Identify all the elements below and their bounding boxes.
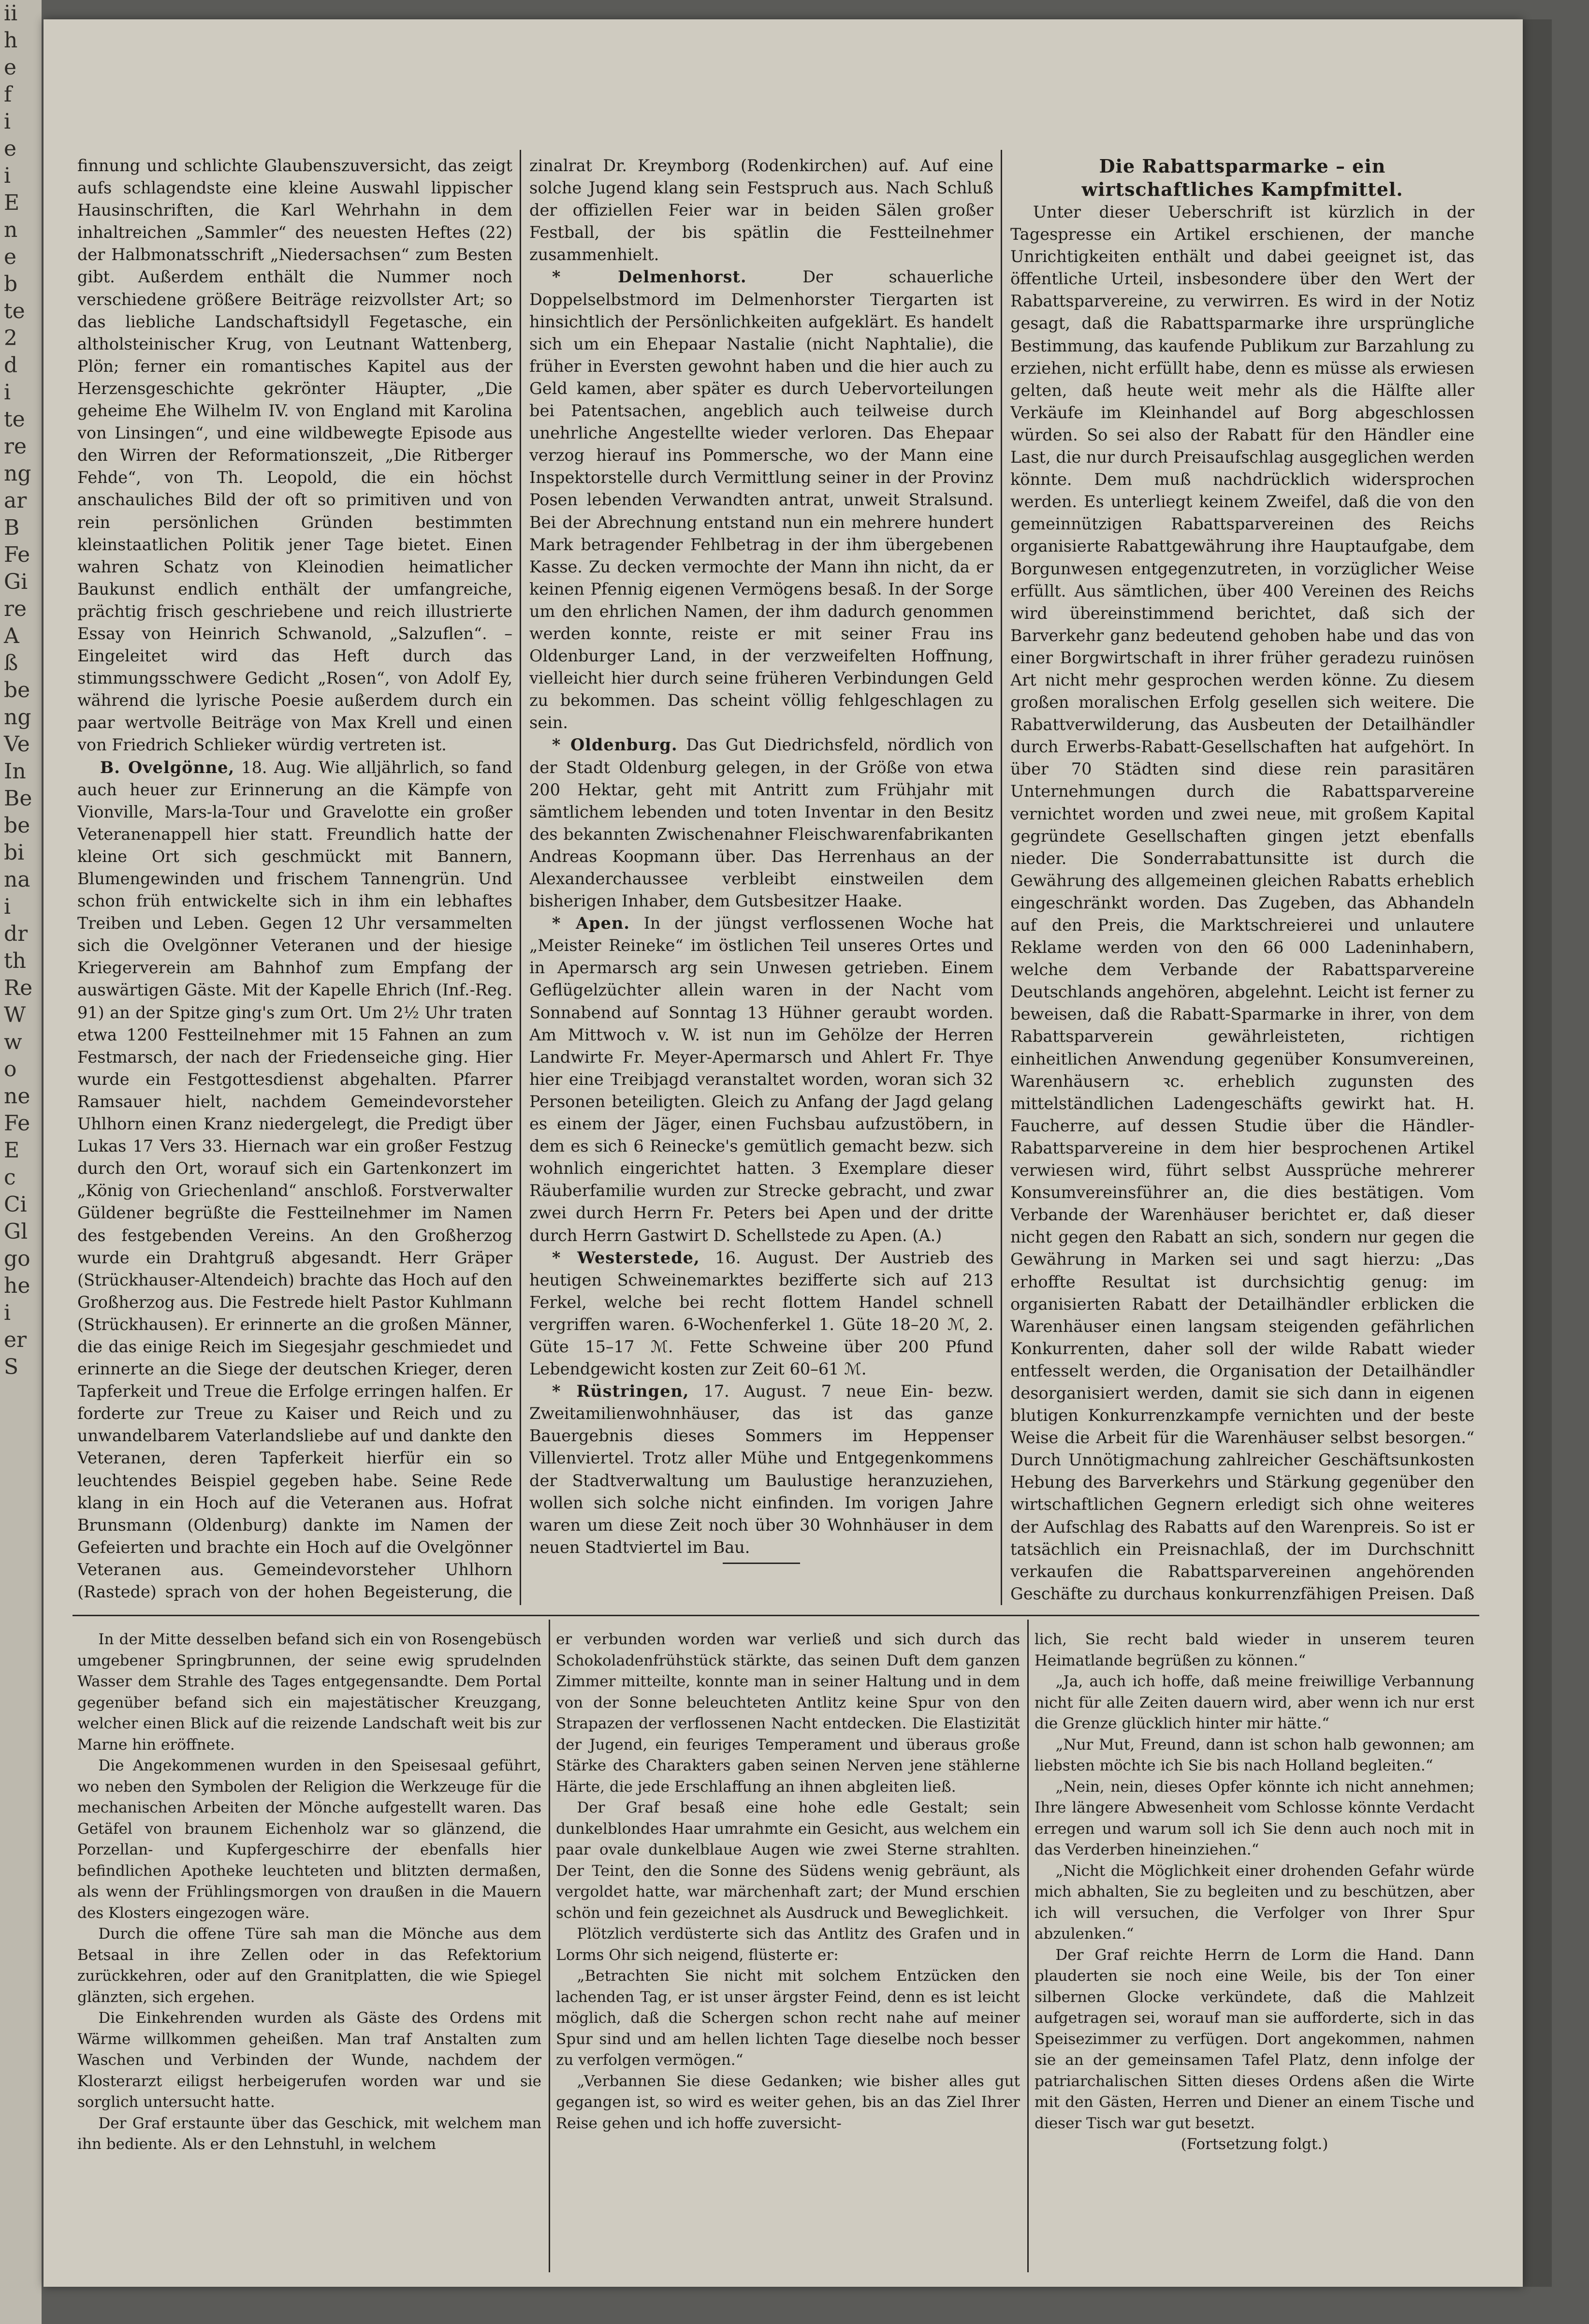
- previous-page-fragment: w: [4, 1030, 22, 1054]
- column-rule-4: [1027, 1620, 1029, 2272]
- previous-page-fragment: te: [4, 407, 25, 432]
- previous-page-fragment: Re: [4, 976, 33, 1000]
- article-delmenhorst: [529, 266, 993, 734]
- previous-page-fragment: ii: [4, 1, 18, 26]
- continuation-note: (Fortsetzung folgt.): [1181, 2135, 1328, 2153]
- feuilleton-paragraph: Der Graf besaß eine hohe edle Gestalt; sein dunkelblondes Haar umrahmte ein Gesicht, aus welchem ein paar ovale dunkelblaue Augen wie zwei Sterne strahlten. Der Teint, den die Sonne des Südens wenig gebräunt, als vergoldet hatte, war märchenhaft zart; der Mund erschien schön und fein gezeichnet als Ausdruck und Beweglichkeit.: [556, 1799, 1020, 1922]
- feuilleton-column-3: [1035, 1629, 1474, 2272]
- article-delmenhorst-text: Der schauerliche Doppelselbstmord im Delmenhorster Tiergarten ist hinsichtlich der Persönlichkeiten aufgeklärt. Es handelt sich um ein Ehepaar Nastalie (nicht Naphtalie), die früher in Eversten gewohnt haben und die hier auch zu Geld kamen, aber später es durch Uebervorteilungen bei Patentsachen, angeblich auch teilweise durch unehrliche Angestellte wieder verloren. Das Ehepaar verzog hierauf ins Pommersche, wo der Mann eine Inspektorstelle durch Vermittlung seiner in der Provinz Posen lebenden Verwandten antrat, unweit Stralsund. Bei der Abrechnung entstand nun ein mehrere hundert Mark betragender Fehlbetrag in der ihm übergebenen Kasse. Zu decken vermochte der Mann ihn nicht, da er keinen Pfennig eigenen Vermögens besaß. In der Sorge um den ehrlichen Namen, der ihm dadurch genommen werden konnte, reiste er mit seiner Frau ins Oldenburger Land, in der verzweifelten Hoffnung, vielleicht hier durch seine früheren Verbindungen Geld zu bekommen. Das scheint völlig fehlgeschlagen zu sein.: [529, 267, 993, 732]
- previous-page-fragment: c: [4, 1165, 16, 1190]
- previous-page-fragment: ar: [4, 488, 27, 513]
- newspaper-page: [44, 19, 1523, 2287]
- article-ovelgoenne: [77, 757, 512, 1605]
- previous-page-fragment: B: [4, 515, 20, 540]
- previous-page-fragment: W: [4, 1003, 26, 1027]
- previous-page-fragment: i: [4, 109, 11, 134]
- previous-page-fragment: i: [4, 894, 11, 919]
- previous-page-fragment: re: [4, 434, 27, 459]
- article-end-rule: [723, 1563, 800, 1564]
- feuilleton-paragraph: Die Angekommenen wurden in den Speisesaal geführt, wo neben den Symbolen der Religion die Werkzeuge für die mechanischen Arbeiten der Mönche aufgestellt waren. Das Getäfel von braunem Eichenholz war so glänzend, die Porzellan- und Kupfergeschirre der ebenfalls hier befindlichen Apotheke leuchteten und blitzten dermaßen, als wenn der Frühlingsmorgen von draußen in die Mauern des Klosters eingezogen wäre.: [77, 1757, 541, 1922]
- date-westerstede: 16. August.: [715, 1248, 819, 1267]
- upper-column-1: [77, 155, 512, 1605]
- article-apen-text: In der jüngst verflossenen Woche hat „Meister Reineke“ im östlichen Teil unseres Ortes und in Apermarsch arg sein Unwesen getrieben. Einem Geflügelzüchter allein waren in der Nacht vom Sonnabend auf Sonntag 13 Hühner geraubt worden. Am Mittwoch v. W. ist nun im Gehölze der Herren Landwirte Fr. Meyer-Apermarsch und Ahlert Fr. Thye hier eine Treibjagd veranstaltet worden, woran sich 32 Personen beteiligten. Gleich zu Anfang der Jagd gelang es einem der Jäger, einen Fuchsbau aufzustöbern, in dem es sich 6 Reinecke's gemütlich gemacht bezw. sich wohnlich eingerichtet hatten. 3 Exemplare dieser Räuberfamilie wurden zur Strecke gebracht, und zwar zwei durch Herrn Fr. Peters bei Apen und der dritte durch Herrn Gastwirt D. Schellstede zu Apen. (A.): [529, 914, 993, 1245]
- feuilleton-paragraph: Die Einkehrenden wurden als Gäste des Ordens mit Wärme willkommen geheißen. Man traf Anstalten zum Waschen und Verbinden der Wunde, nachdem der Klosterarzt eiligst herbeigerufen worden war und sie sorglich untersucht hatte.: [77, 2009, 541, 2111]
- feuilleton-column-2: [556, 1629, 1020, 2272]
- rabattsparmarke-headline: Die Rabattsparmarke – ein wirtschaftliches Kampfmittel.: [1081, 155, 1403, 200]
- previous-page-fragment: E: [4, 190, 20, 215]
- date-ruestringen: 17. August.: [703, 1382, 807, 1401]
- previous-page-fragment: o: [4, 1057, 17, 1082]
- previous-page-fragment: i: [4, 163, 11, 188]
- previous-page-fragment: Gi: [4, 570, 28, 594]
- previous-page-fragment: re: [4, 597, 27, 621]
- previous-page-fragment: be: [4, 813, 30, 838]
- feuilleton-paragraph: „Nicht die Möglichkeit einer drohenden Gefahr würde mich abhalten, Sie zu begleiten und zu beschützen, aber ich will versuchen, die Verfolger von Ihrer Spur abzulenken.“: [1035, 1862, 1474, 1943]
- previous-page-fragment: i: [4, 1301, 11, 1325]
- previous-page-fragment: th: [4, 949, 27, 973]
- column-rule-2: [1001, 150, 1002, 1605]
- previous-page-fragment: ne: [4, 1084, 30, 1109]
- previous-page-fragment: n: [4, 218, 18, 242]
- article-ruestringen-text: 7 neue Ein- bezw. Zweitamilienwohnhäuser, das ist das ganze Bauergebnis dieses Sommers im Heppenser Villenviertel. Trotz aller Mühe und Entgegenkommens der Stadtverwaltung um Baulustige heranzuziehen, wollen sich solche nicht einfinden. Im vorigen Jahre waren um diese Zeit noch über 30 Wohnhäuser in dem neuen Stadtviertel im Bau.: [529, 1382, 993, 1557]
- scanner-edge: [1523, 19, 1552, 2287]
- feuilleton-paragraph: er verbunden worden war verließ und sich durch das Schokoladenfrühstück stärkte, das seinen Duft dem ganzen Zimmer mitteilte, konnte man in seiner Haltung und in dem von der Sonne beleuchteten Antlitz keine Spur von den Strapazen der verflossenen Nacht entdecken. Die Elastizität der Jugend, ein feuriges Temperament und überaus große Stärke des Charakters gaben seinen Nerven jene stählerne Härte, die jede Erschlaffung an ihnen abgleiten ließ.: [556, 1631, 1020, 1796]
- feuilleton-paragraph: „Ja, auch ich hoffe, daß meine freiwillige Verbannung nicht für alle Zeiten dauern wird, aber wenn ich nur erst die Grenze glücklich hinter mir hätte.“: [1035, 1673, 1474, 1732]
- feuilleton-column-1: [77, 1629, 541, 2272]
- previous-page-fragment: na: [4, 867, 30, 892]
- feuilleton-paragraph: Durch die offene Türe sah man die Mönche aus dem Betsaal in ihre Zellen oder in das Refektorium zurückkehren, oder auf den Granitplatten, die wie Spiegel glänzten, sich ergehen.: [77, 1925, 541, 2006]
- previous-page-fragment: ß: [4, 651, 18, 675]
- previous-page-fragment: he: [4, 1273, 30, 1298]
- previous-page-fragment: ng: [4, 705, 31, 730]
- feuilleton-paragraph: „Betrachten Sie nicht mit solchem Entzücken den lachenden Tag, er ist unser ärgster Feind, denn es ist leicht möglich, daß die Schergen schon recht nahe auf meiner Spur sind und am hellen lichten Tage dieselbe noch besser zu verfolgen vermögen.“: [556, 1967, 1020, 2069]
- previous-page-fragment: e: [4, 136, 17, 161]
- section-divider: [73, 1615, 1479, 1616]
- feuilleton-paragraph: Plötzlich verdüsterte sich das Antlitz des Grafen und in Lorms Ohr sich neigend, flüsterte er:: [556, 1925, 1020, 1964]
- upper-column-2: [529, 155, 993, 1605]
- dateline-ovelgoenne: B. Ovelgönne,: [100, 758, 235, 777]
- feuilleton-paragraph: Der Graf reichte Herrn de Lorm die Hand. Dann plauderten sie noch eine Weile, bis der Ton einer silbernen Glocke verkündete, daß die Mahlzeit aufgetragen sei, worauf man sie aufforderte, sich in das Speisezimmer zu verfügen. Dort angekommen, nahmen sie an der gemeinsamen Tafel Platz, denn infolge der patriarchalischen Sitten dieses Ordens aßen die Wirte mit den Gästen, Herren und Diener an einem Tische und dieser Tisch war gut besetzt.: [1035, 1946, 1474, 2132]
- dateline-ruestringen: * Rüstringen,: [552, 1382, 689, 1401]
- feuilleton-paragraph: In der Mitte desselben befand sich ein von Rosengebüsch umgebener Springbrunnen, der seine ewig sprudelnden Wasser dem Strahle des Tages entgegensandte. Dem Portal gegenüber befand sich ein majestätischer Kreuzgang, welcher einen Blick auf die reizende Landschaft weit bis zur Marne hin eröffnete.: [77, 1631, 541, 1754]
- previous-page-fragment: ng: [4, 461, 31, 486]
- previous-page-fragment: S: [4, 1355, 19, 1379]
- previous-page-fragment: Ci: [4, 1192, 27, 1217]
- feuilleton-paragraph: „Nur Mut, Freund, dann ist schon halb gewonnen; am liebsten möchte ich Sie bis nach Holland begleiten.“: [1035, 1736, 1474, 1774]
- feuilleton-paragraph: lich, Sie recht bald wieder in unserem teuren Heimatlande begrüßen zu können.“: [1035, 1631, 1474, 1669]
- article-rabattsparmarke: Unter dieser Ueberschrift ist kürzlich in der Tagespresse ein Artikel erschienen, der manche Unrichtigkeiten enthält und dabei geeignet ist, das öffentliche Urteil, insbesondere über den Wert der Rabattsparvereine, zu verwirren. Es wird in der Notiz gesagt, daß die Rabattsparmarke ihre ursprüngliche Bestimmung, das kaufende Publikum zur Barzahlung zu erziehen, nicht erfüllt habe, denn es müsse als erwiesen gelten, daß heute weit mehr als die Hälfte aller Verkäufe im Kleinhandel auf Borg abgeschlossen würden. So sei also der Rabatt für den Händler eine Last, die nur durch Preisaufschlag ausgeglichen werden könnte. Dem muß nachdrücklich widersprochen werden. Es unterliegt keinem Zweifel, daß die von den gemeinnützigen Rabattsparvereinen des Reichs organisierte Rabattgewährung ihre Hauptaufgabe, dem Borgunwesen entgegenzutreten, in vorzüglicher Weise erfüllt. Aus sämtlichen, über 400 Vereinen des Reichs wird übereinstimmend berichtet, daß sich der Barverkehr ganz bedeutend gehoben habe und das von einer Borgwirtschaft in ihrer früher geradezu ruinösen Art nicht mehr gesprochen werden könne. Zu diesem großen moralischen Erfolg gesellen sich weitere. Die Rabattverwilderung, das Ausbeuten der Detailhändler durch Erwerbs-Rabatt-Gesellschaften hat aufgehört. In über 70 Städten sind diese rein parasitären Unternehmungen durch die Rabattsparvereine vernichtet worden und zwei neue, mit großem Kapital gegründete Gesellschaften gingen jetzt ebenfalls nieder. Die Sonderrabattunsitte ist durch die Gewährung des allgemeinen gleichen Rabatts erheblich eingeschränkt worden. Das Zugeben, das Abhandeln auf den Preis, die Marktschreierei und unlautere Reklame werden von den 66 000 Ladeninhabern, welche dem Verbande der Rabattsparvereine Deutschlands angehören, abgelehnt. Leicht ist ferner zu beweisen, daß die Rabatt-Sparmarke in ihrer, von dem Rabattsparverein gewährleisteten, richtigen einheitlichen Anwendung gegenüber Konsumvereinen, Warenhäusern ꝛc. erheblich zugunsten des mittelständlichen Ladengeschäfts gewirkt hat. H. Faucherre, auf dessen Studie über die Händler-Rabattsparvereine in dem hier besprochenen Artikel verwiesen wird, führt selbst Aussprüche mehrerer Konsumvereinsführer an, die dies bestätigen. Vom Verbande der Warenhäuser berichtet er, daß dieser nicht gegen den Rabatt an sich, sondern nur gegen die Gewährung in Marken sei und sagt hierzu: „Das erhoffte Resultat ist durchsichtig genug: im organisierten Rabatt der Detailhändler erblicken die Warenhäuser einen langsam steigenden gefährlichen Konkurrenten, daher soll der wilde Rabatt wieder entfesselt werden, die Organisation der Detailhändler desorganisiert werden, damit sie sich dann in eigenen blutigen Konkurrenzkampfe vernichten und der beste Weise die Arbeit für die Warenhäuser selbst besorgen.“ Durch Unnötigmachung zahlreicher Geschäftsunkosten Hebung des Barverkehrs und Stärkung gegenüber den wirtschaftlichen Gegnern erledigt sich ohne weiteres der Aufschlag des Rabatts auf den Warenpreis. So ist er tatsächlich ein Preisnachlaß, der im Durchschnitt verkaufen die Rabattsparvereinen angehörenden Geschäfte zu durchaus konkurrenzfähigen Preisen. Daß: [1010, 203, 1474, 1603]
- previous-page-fragment: e: [4, 55, 17, 80]
- previous-page-fragment: Ve: [4, 732, 30, 757]
- previous-page-fragment: Fe: [4, 542, 30, 567]
- previous-page-fragment: 2: [4, 326, 17, 351]
- article-ovelgoenne-continuation: zinalrat Dr. Kreymborg (Rodenkirchen) auf. Auf eine solche Jugend klang sein Festspruch aus. Nach Schluß der offiziellen Feier war in beiden Sälen großer Festball, der bis spätlin die Festteilnehmer zusammenhielt.: [529, 156, 993, 264]
- article-ovelgoenne-text: Wie alljährlich, so fand auch heuer zur Erinnerung an die Kämpfe von Vionville, Mars-la-Tour und Gravelotte ein großer Veteranenappell hier statt. Freundlich hatte der kleine Ort sich geschmückt mit Bannern, Blumengewinden und frischem Tannengrün. Und schon früh entwickelte sich in ihm ein lebhaftes Treiben und Leben. Gegen 12 Uhr versammelten sich die Ovelgönner Veteranen und der hiesige Kriegerverein am Bahnhof zum Empfang der auswärtigen Gäste. Mit der Kapelle Ehrich (Inf.-Reg. 91) an der Spitze ging's zum Ort. Um 2½ Uhr traten etwa 1200 Festteilnehmer mit 15 Fahnen an zum Festmarsch, der nach der Friedenseiche ging. Hier wurde ein Festgottesdienst abgehalten. Pfarrer Ramsauer hielt, nachdem Gemeindevorsteher Uhlhorn einen Kranz niedergelegt, die Predigt über Lukas 17 Vers 33. Hiernach war ein großer Festzug durch den Ort, worauf sich ein Gartenkonzert im „König von Griechenland“ anschloß. Forstverwalter Güldener begrüßte die Festteilnehmer im Namen des festgebenden Vereins. An den Großherzog wurde ein Drahtgruß abgesandt. Herr Gräper (Strückhauser-Altendeich) brachte das Hoch auf den Großherzog aus. Die Festrede hielt Pastor Kuhlmann (Strückhausen). Er erinnerte an die großen Männer, die das einige Reich im Siegesjahr geschmiedet und erinnerte an die Siege der deutschen Krieger, deren Tapferkeit und Treue die Erfolge erringen halfen. Er forderte zur Treue zu Kaiser und Reich und zu unwandelbarem Vaterlandsliebe auf und dankte den Veteranen, deren Tapferkeit hierfür ein so leuchtendes Beispiel gegeben habe. Seine Rede klang in ein Hoch auf die Veteranen aus. Hofrat Brunsmann (Oldenburg) dankte im Namen der Gefeierten und brachte ein Hoch auf die Ovelgönner Veteranen aus. Gemeindevorsteher Uhlhorn (Rastede) sprach von der hohen Begeisterung, die: [77, 758, 512, 1601]
- previous-page-fragment: Fe: [4, 1111, 30, 1136]
- article-oldenburg: [529, 734, 993, 912]
- previous-page-fragment: Be: [4, 786, 32, 811]
- article-sammler-continuation: finnung und schlichte Glaubenszuversicht, das zeigt aufs schlagendste eine kleine Auswahl lippischer Hausinschriften, die Karl Wehrhahn in dem inhaltreichen „Sammler“ des neuesten Heftes (22) der Halbmonatsschrift „Niedersachsen“ zum Besten gibt. Außerdem enthält die Nummer noch verschiedene größere Beiträge reizvollster Art; so das liebliche Landschaftsidyll Fegetasche, ein altholsteinischer Krug, von Leutnant Wattenberg, Plön; ferner ein romantisches Kapitel aus der Herzensgeschichte gekrönter Häupter, „Die geheime Ehe Wilhelm IV. von England mit Karolina von Linsingen“, und eine wildbewegte Episode aus den Wirren der Reformationszeit, „Die Ritberger Fehde“, von Th. Leopold, die ein höchst anschauliches Bild der oft so primitiven und von rein persönlichen Gründen bestimmten kleinstaatlichen Politik jener Tage bietet. Einen wahren Schatz von Kleinodien heimatlicher Baukunst endlich enthält der umfangreiche, prächtig frisch geschriebene und reich illustrierte Essay von Heinrich Schwanold, „Salzuflen“. – Eingeleitet wird das Heft durch das stimmungsschwere Gedicht „Rosen“, von Adolf Ey, während die lyrische Poesie außerdem durch ein paar wertvolle Beiträge von Max Krell und einen von Friedrich Schlieker würdig vertreten ist.: [77, 156, 512, 755]
- previous-page-fragment: d: [4, 353, 18, 378]
- article-apen: [529, 912, 993, 1246]
- dateline-apen: * Apen.: [552, 914, 630, 933]
- previous-page-edge: [0, 0, 42, 2324]
- previous-page-fragment: A: [4, 624, 19, 648]
- previous-page-fragment: b: [4, 272, 18, 296]
- previous-page-fragment: h: [4, 28, 18, 53]
- previous-page-fragment: be: [4, 678, 30, 702]
- feuilleton-paragraph: „Verbannen Sie diese Gedanken; wie bisher alles gut gegangen ist, so wird es weiter gehen, bis an das Ziel Ihrer Reise gehen und ich hoffe zuversicht-: [556, 2072, 1020, 2132]
- previous-page-fragment: dr: [4, 921, 28, 946]
- previous-page-fragment: E: [4, 1138, 20, 1163]
- article-oldenburg-text: Das Gut Diedrichsfeld, nördlich von der Stadt Oldenburg gelegen, in der Größe von etwa 200 Hektar, geht mit Antritt zum Frühjahr mit sämtlichem lebenden und toten Inventar in den Besitz des bekannten Zwischenahner Fleischwarenfabrikanten Andreas Koopmann über. Das Herrenhaus an der Alexanderchaussee verbleibt einstweilen dem bisherigen Inhaber, dem Gutsbesitzer Haake.: [529, 735, 993, 911]
- previous-page-fragment: er: [4, 1328, 27, 1352]
- previous-page-fragment: e: [4, 245, 17, 269]
- upper-column-3: [1010, 155, 1474, 1605]
- dateline-oldenburg: * Oldenburg.: [552, 735, 678, 755]
- article-ruestringen: [529, 1380, 993, 1559]
- column-rule-3: [549, 1620, 550, 2272]
- previous-page-fragment: te: [4, 299, 25, 323]
- dateline-westerstede: * Westerstede,: [552, 1248, 700, 1267]
- feuilleton-paragraph: „Nein, nein, dieses Opfer könnte ich nicht annehmen; Ihre längere Abwesenheit vom Schlosse könnte Verdacht erregen und warum soll ich Sie denn auch noch mit in das Verderben hineinziehen.“: [1035, 1778, 1474, 1858]
- feuilleton-paragraph: Der Graf erstaunte über das Geschick, mit welchem man ihn bediente. Als er den Lehnstuhl, in welchem: [77, 2114, 541, 2153]
- previous-page-fragment: go: [4, 1246, 30, 1271]
- column-rule-1: [520, 150, 521, 1605]
- previous-page-fragment: i: [4, 380, 11, 405]
- previous-page-fragment: f: [4, 82, 12, 107]
- previous-page-fragment: In: [4, 759, 26, 784]
- article-westerstede: [529, 1247, 993, 1381]
- previous-page-fragment: bi: [4, 840, 25, 865]
- dateline-delmenhorst: * Delmenhorst.: [552, 267, 747, 287]
- previous-page-fragment: Gl: [4, 1219, 28, 1244]
- article-westerstede-text: Der Austrieb des heutigen Schweinemarktes bezifferte sich auf 213 Ferkel, welche bei recht flottem Handel schnell vergriffen waren. 6-Wochenferkel 1. Güte 18–20 ℳ, 2. Güte 15–17 ℳ. Fette Schweine über 200 Pfund Lebendgewicht kosten zur Zeit 60–61 ℳ.: [529, 1248, 993, 1379]
- date-ovelgoenne: 18. Aug.: [241, 758, 312, 777]
